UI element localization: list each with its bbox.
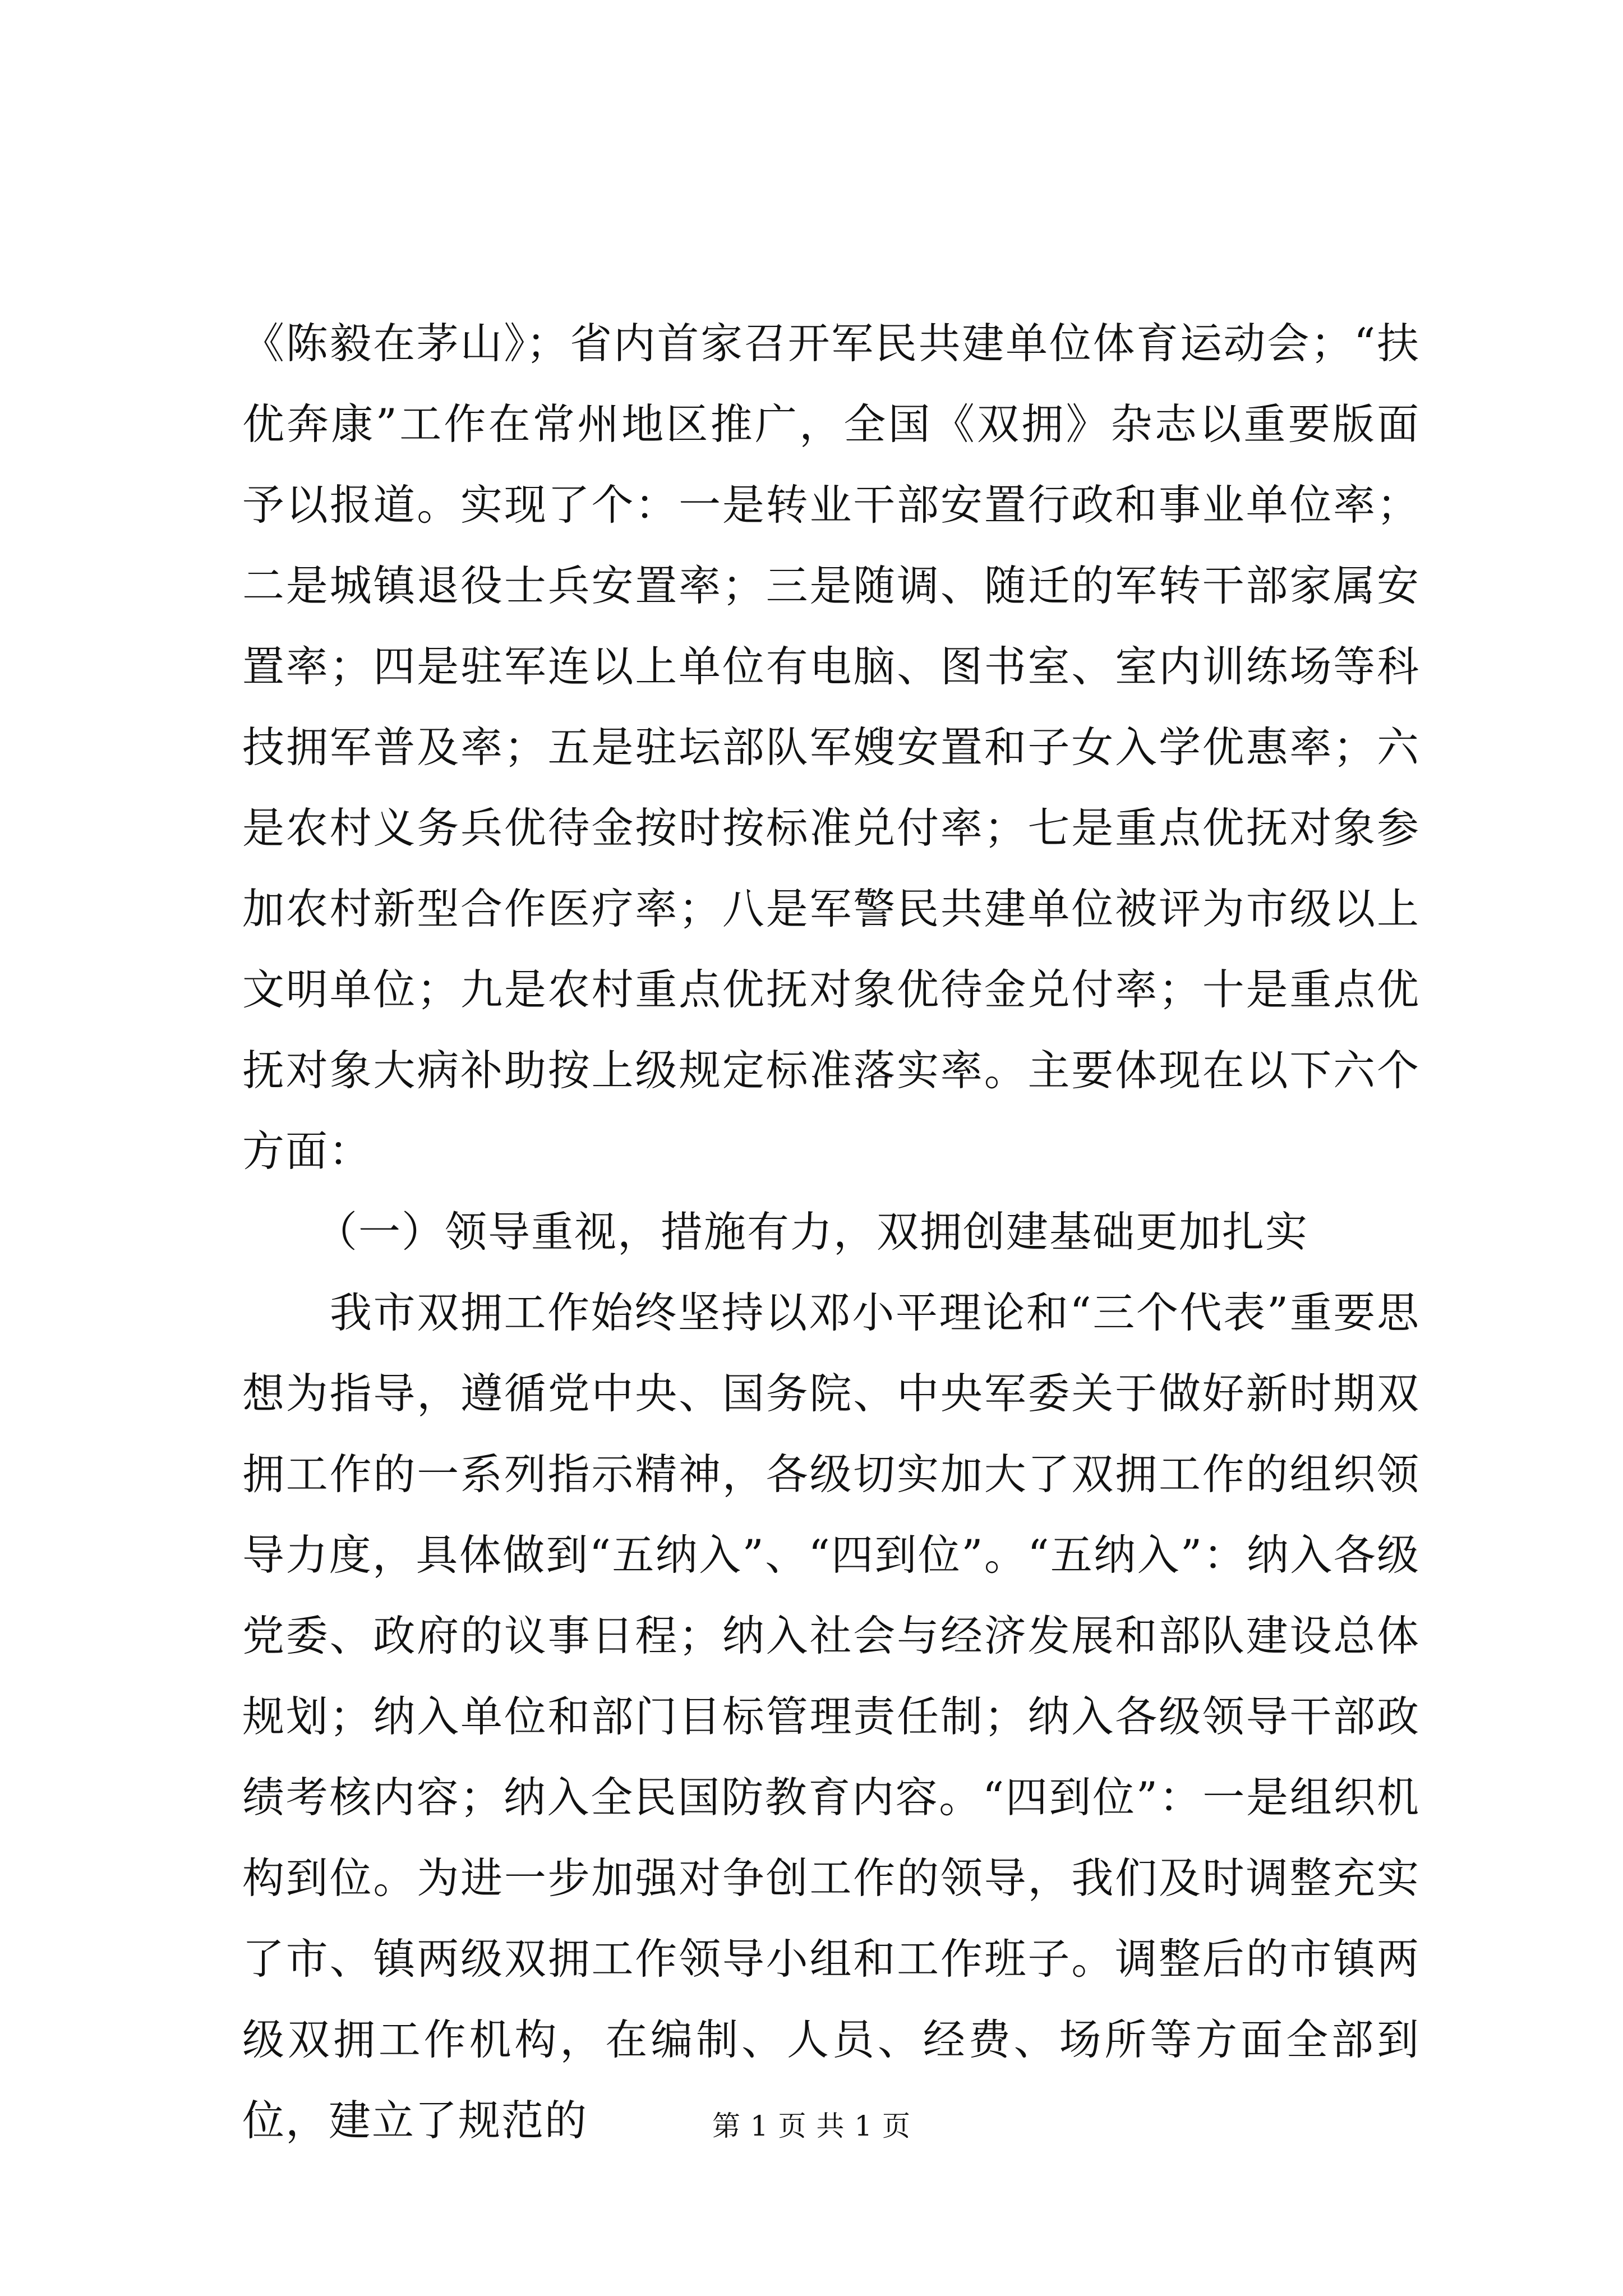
document-body (242, 303, 1420, 2161)
page-footer: 第 1 页 共 1 页 (712, 2110, 911, 2142)
paragraph-continued: 《陈毅在茅山》；省内首家召开军民共建单位体育运动会；“扶优奔康”工作在常州地区推广，全国《双拥》杂志以重要版面予以报道。实现了个：一是转业干部安置行政和事业单位率；二是城镇退役士兵安置率；三是随调、随迁的军转干部家属安置率；四是驻军连以上单位有电脑、图书室、室内训练场等科技拥军普及率；五是驻坛部队军嫂安置和子女入学优惠率；六是农村义务兵优待金按时按标准兑付率；七是重点优抚对象参加农村新型合作医疗率；八是军警民共建单位被评为市级以上文明单位；九是农村重点优抚对象优待金兑付率；十是重点优抚对象大病补助按上级规定标准落实率。主要体现在以下六个方面： (242, 319, 1420, 1176)
paragraph-body: 我市双拥工作始终坚持以邓小平理论和“三个代表”重要思想为指导，遵循党中央、国务院、中央军委关于做好新时期双拥工作的一系列指示精神，各级切实加大了双拥工作的组织领导力度，具体做到“五纳入”、“四到位”。“五纳入”：纳入各级党委、政府的议事日程；纳入社会与经济发展和部队建设总体规划；纳入单位和部门目标管理责任制；纳入各级领导干部政绩考核内容；纳入全民国防教育内容。“四到位”：一是组织机构到位。为进一步加强对争创工作的领导，我们及时调整充实了市、镇两级双拥工作领导小组和工作班子。调整后的市镇两级双拥工作机构，在编制、人员、经费、场所等方面全部到位，建立了规范的 (242, 1288, 1420, 2145)
section-heading: （一）领导重视，措施有力，双拥创建基础更加扎实 (315, 1207, 1309, 1257)
